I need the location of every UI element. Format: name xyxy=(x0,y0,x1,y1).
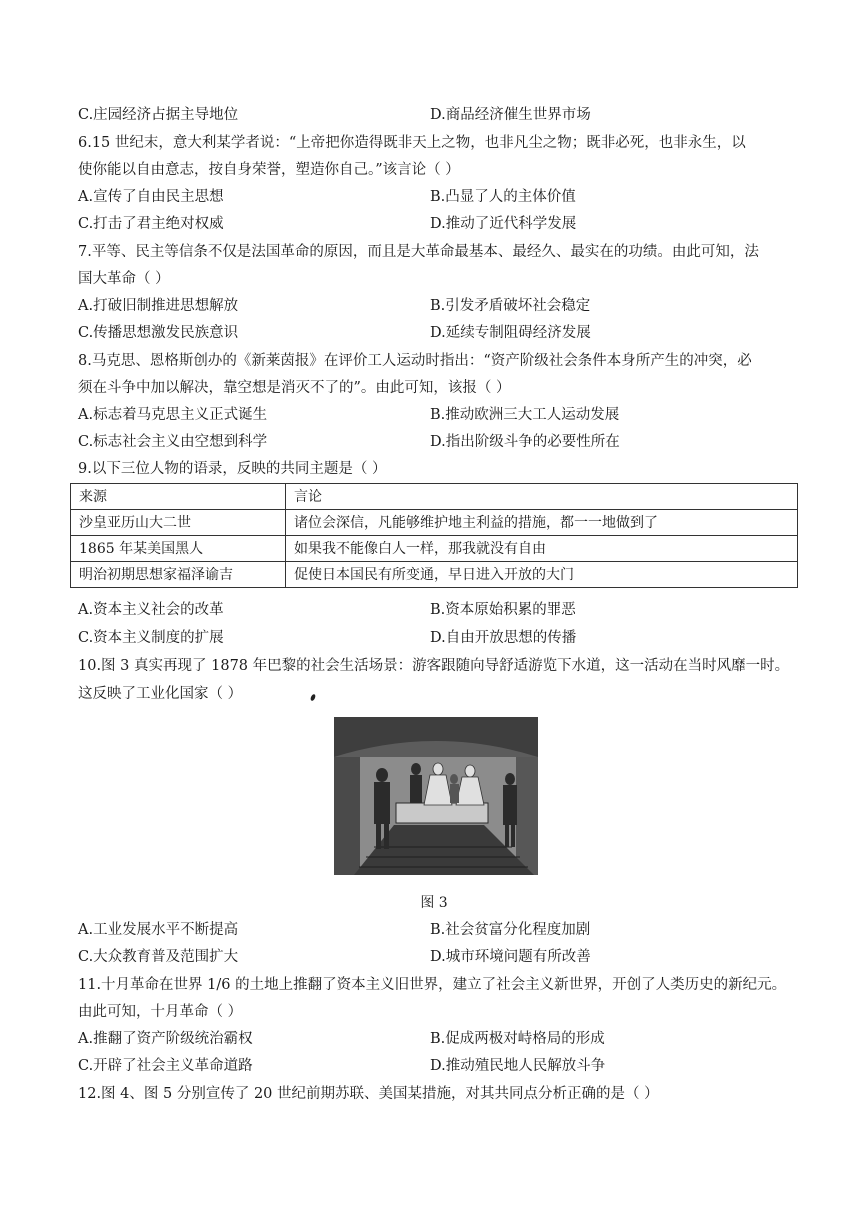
q11-options-row-1 xyxy=(78,1029,798,1049)
quote-table xyxy=(70,483,798,588)
table-cell-source: 1865 年某美国黑人 xyxy=(71,536,286,562)
q8-option-a: A.标志着马克思主义正式诞生 xyxy=(78,407,268,423)
q10-options-row-2 xyxy=(78,947,798,967)
figure-3-caption: 图 3 xyxy=(420,895,448,911)
q9-option-a: A.资本主义社会的改革 xyxy=(78,602,224,618)
q9-option-c: C.资本主义制度的扩展 xyxy=(78,630,224,646)
q9-stem: 9.以下三位人物的语录，反映的共同主题是（ ） xyxy=(78,461,387,477)
q6-option-d: D.推动了近代科学发展 xyxy=(430,216,577,232)
q9-options-row-1 xyxy=(78,600,798,620)
q11-option-a: A.推翻了资产阶级统治霸权 xyxy=(78,1031,253,1047)
q7-option-d: D.延续专制阻碍经济发展 xyxy=(430,325,591,341)
q6-stem-line-1: 6.15 世纪末，意大利某学者说：“上帝把你造得既非天上之物，也非凡尘之物；既非必死，也非永生，以 xyxy=(78,135,746,151)
q9-option-d: D.自由开放思想的传播 xyxy=(430,630,577,646)
q6-option-b: B.凸显了人的主体价值 xyxy=(430,189,576,205)
q10-option-a: A.工业发展水平不断提高 xyxy=(78,922,239,938)
table-header-source: 来源 xyxy=(71,484,286,510)
table-cell-source: 明治初期思想家福泽谕吉 xyxy=(71,562,286,588)
q7-options-row-2 xyxy=(78,323,798,343)
q5-options-row-2 xyxy=(78,105,798,125)
q8-stem-line-1: 8.马克思、恩格斯创办的《新莱茵报》在评价工人运动时指出：“资产阶级社会条件本身所产生的冲突，必 xyxy=(78,353,752,369)
table-cell-quote: 促使日本国民有所变通，早日进入开放的大门 xyxy=(286,562,798,588)
table-header-row xyxy=(71,484,798,510)
q10-stem-line-2: 这反映了工业化国家（ ） xyxy=(78,686,243,702)
figure-3-engraving xyxy=(334,717,538,875)
q10-stem-line-1: 10.图 3 真实再现了 1878 年巴黎的社会生活场景：游客跟随向导舒适游览下水道，这一活动在当时风靡一时。 xyxy=(78,658,790,674)
q11-option-d: D.推动殖民地人民解放斗争 xyxy=(430,1058,606,1074)
q5-option-d: D.商品经济催生世界市场 xyxy=(430,107,591,123)
q8-stem-line-2: 须在斗争中加以解决，靠空想是消灭不了的”。由此可知，该报（ ） xyxy=(78,380,511,396)
q7-options-row-1 xyxy=(78,296,798,316)
q10-option-c: C.大众教育普及范围扩大 xyxy=(78,949,239,965)
table-cell-quote: 诸位会深信，凡能够维护地主利益的措施，都一一地做到了 xyxy=(286,510,798,536)
q8-options-row-1 xyxy=(78,405,798,425)
q6-options-row-1 xyxy=(78,187,798,207)
q9-option-b: B.资本原始积累的罪恶 xyxy=(430,602,576,618)
q11-option-b: B.促成两极对峙格局的形成 xyxy=(430,1031,605,1047)
ink-speck xyxy=(310,693,317,701)
q10-options-row-1 xyxy=(78,920,798,940)
table-cell-source: 沙皇亚历山大二世 xyxy=(71,510,286,536)
table-row xyxy=(71,510,798,536)
q10-option-d: D.城市环境问题有所改善 xyxy=(430,949,591,965)
q8-option-d: D.指出阶级斗争的必要性所在 xyxy=(430,434,620,450)
q5-option-c: C.庄园经济占据主导地位 xyxy=(78,107,239,123)
q7-option-a: A.打破旧制推进思想解放 xyxy=(78,298,239,314)
table-header-quote: 言论 xyxy=(286,484,798,510)
q10-option-b: B.社会贫富分化程度加剧 xyxy=(430,922,591,938)
q7-option-c: C.传播思想激发民族意识 xyxy=(78,325,239,341)
q7-stem-line-1: 7.平等、民主等信条不仅是法国革命的原因，而且是大革命最基本、最经久、最实在的功绩。由此可知，法 xyxy=(78,244,759,260)
q6-options-row-2 xyxy=(78,214,798,234)
q8-option-c: C.标志社会主义由空想到科学 xyxy=(78,434,268,450)
q11-option-c: C.开辟了社会主义革命道路 xyxy=(78,1058,253,1074)
q8-options-row-2 xyxy=(78,432,798,452)
q11-options-row-2 xyxy=(78,1056,798,1076)
q8-option-b: B.推动欧洲三大工人运动发展 xyxy=(430,407,620,423)
q6-stem-line-2: 使你能以自由意志，按自身荣誉，塑造你自己。”该言论（ ） xyxy=(78,162,460,178)
q11-stem-line-1: 11.十月革命在世界 1/6 的土地上推翻了资本主义旧世界，建立了社会主义新世界，开创了人类历史的新纪元。 xyxy=(78,977,787,993)
q11-stem-line-2: 由此可知，十月革命（ ） xyxy=(78,1004,243,1020)
table-row xyxy=(71,536,798,562)
q12-stem-line-1: 12.图 4、图 5 分别宣传了 20 世纪前期苏联、美国某措施，对其共同点分析正确的是（ ） xyxy=(78,1086,659,1102)
q7-option-b: B.引发矛盾破坏社会稳定 xyxy=(430,298,591,314)
table-cell-quote: 如果我不能像白人一样，那我就没有自由 xyxy=(286,536,798,562)
q9-options-row-2 xyxy=(78,628,798,648)
q6-option-c: C.打击了君主绝对权威 xyxy=(78,216,224,232)
q7-stem-line-2: 国大革命（ ） xyxy=(78,271,170,287)
table-row xyxy=(71,562,798,588)
q6-option-a: A.宣传了自由民主思想 xyxy=(78,189,224,205)
